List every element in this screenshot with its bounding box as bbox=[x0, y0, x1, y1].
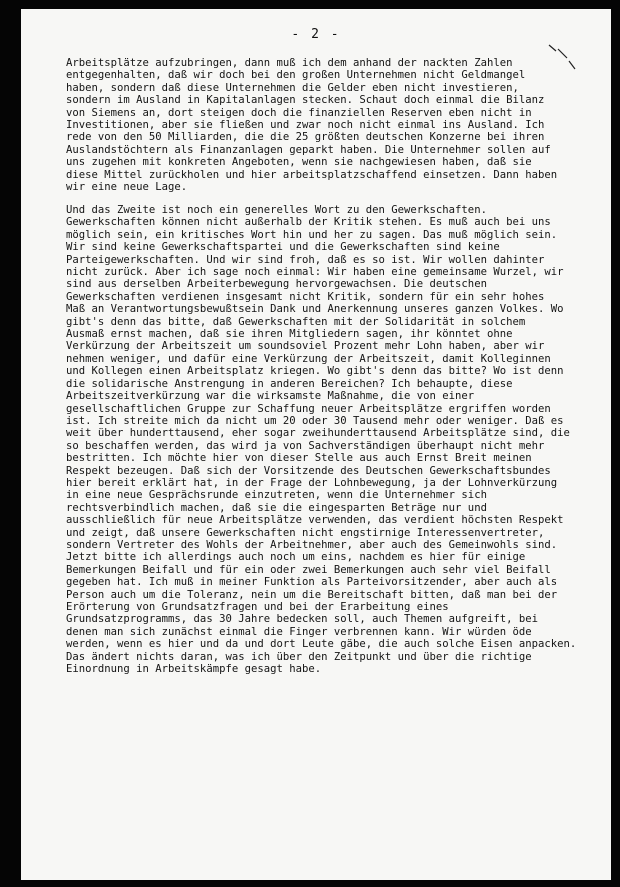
text-line: Respekt bezeugen. Daß sich der Vorsitzende des Deutschen Gewerkschaftsbundes bbox=[66, 464, 551, 477]
text-line: Person auch um die Toleranz, nein um die Bereitschaft bitten, daß man bei der bbox=[66, 588, 558, 601]
text-line: wir eine neue Lage. bbox=[66, 181, 188, 194]
text-line: von Siemens an, dort steigen doch die finanziellen Reserven eben nicht in bbox=[66, 106, 532, 119]
text-line: uns zugehen mit konkreten Angeboten, wenn sie nachgewiesen haben, daß sie bbox=[66, 156, 532, 169]
text-line: die solidarische Anstrengung in anderen Bereichen? Ich behaupte, diese bbox=[66, 377, 513, 390]
document-page bbox=[21, 9, 611, 880]
text-line: gibt's denn das bitte, daß Gewerkschaften mit der Solidarität in solchem bbox=[66, 315, 526, 328]
text-line: sondern im Ausland in Kapitalanlagen stecken. Schaut doch einmal die Bilanz bbox=[66, 94, 545, 107]
text-line: rede von den 50 Milliarden, die die 25 größten deutschen Konzerne bei ihren bbox=[66, 131, 545, 144]
text-line: Investitionen, aber sie fließen und zwar noch nicht einmal ins Ausland. Ich bbox=[66, 119, 545, 132]
text-line: Das ändert nichts daran, was ich über den Zeitpunkt und über die richtige bbox=[66, 650, 532, 663]
text-line: Und das Zweite ist noch ein generelles Wort zu den Gewerkschaften. bbox=[66, 204, 487, 216]
text-line: Arbeitsplätze aufzubringen, dann muß ich dem anhand der nackten Zahlen bbox=[66, 57, 513, 69]
page-number: - 2 - bbox=[291, 27, 341, 42]
text-line: Maß an Verantwortungsbewußtsein Dank und Anerkennung unseres ganzen Volkes. Wo bbox=[66, 303, 564, 316]
text-line: gegeben hat. Ich muß in meiner Funktion als Parteivorsitzender, aber auch als bbox=[66, 576, 558, 589]
text-line: Erörterung von Grundsatzfragen und bei der Erarbeitung eines bbox=[66, 601, 449, 613]
text-line: Gewerkschaften verdienen insgesamt nicht Kritik, sondern für ein sehr hohes bbox=[66, 290, 545, 303]
text-line: haben, sondern daß diese Unternehmen die Gelder eben nicht investieren, bbox=[66, 81, 519, 94]
text-line: Gewerkschaften können nicht außerhalb der Kritik stehen. Es muß auch bei uns bbox=[66, 216, 551, 229]
text-line: Wir sind keine Gewerkschaftspartei und die Gewerkschaften sind keine bbox=[66, 241, 500, 254]
text-line: und zeigt, daß unsere Gewerkschaften nicht engstirnige Interessenvertreter, bbox=[66, 526, 545, 539]
text-line: Auslandstöchtern als Finanzanlagen geparkt haben. Die Unternehmer sollen auf bbox=[66, 143, 551, 156]
text-line: weit über hunderttausend, eher sogar zweihunderttausend Arbeitsplätze sind, die bbox=[66, 427, 570, 440]
text-line: Einordnung in Arbeitskämpfe gesagt habe. bbox=[66, 663, 322, 676]
text-line: diese Mittel zurückholen und hier arbeitsplatzschaffend einsetzen. Dann haben bbox=[66, 168, 558, 181]
text-line: gesellschaftlichen Gruppe zur Schaffung neuer Arbeitsplätze ergriffen worden bbox=[66, 402, 551, 415]
text-line: bestritten. Ich möchte hier von dieser Stelle aus auch Ernst Breit meinen bbox=[66, 452, 532, 465]
text-line: nicht zurück. Aber ich sage noch einmal: Wir haben eine gemeinsame Wurzel, wir bbox=[66, 266, 564, 279]
body-paragraph bbox=[66, 57, 586, 193]
text-line: werden, wenn es hier und da und dort Leute gäbe, die auch solche Eisen anpacken. bbox=[66, 638, 577, 651]
text-line: in eine neue Gesprächsrunde einzutreten, wenn die Unternehmer sich bbox=[66, 489, 487, 502]
text-line: Arbeitszeitverkürzung war die wirksamste Maßnahme, die von einer bbox=[66, 390, 475, 403]
text-line: ist. Ich streite mich da nicht um 20 oder 30 Tausend mehr oder weniger. Daß es bbox=[66, 414, 564, 427]
body-paragraph bbox=[66, 204, 586, 675]
text-line: Verkürzung der Arbeitszeit um soundsoviel Prozent mehr Lohn haben, aber wir bbox=[66, 340, 545, 353]
text-line: sondern Vertreter des Wohls der Arbeitnehmer, aber auch des Gemeinwohls sind. bbox=[66, 538, 558, 551]
text-line: möglich sein, ein kritisches Wort hin und her zu sagen. Das muß möglich sein. bbox=[66, 228, 558, 241]
text-line: ausschließlich für neue Arbeitsplätze verwenden, das verdient höchsten Respekt bbox=[66, 514, 564, 527]
text-line: Jetzt bitte ich allerdings auch noch um eins, nachdem es hier für einige bbox=[66, 551, 526, 564]
text-line: Grundsatzprogramms, das 30 Jahre bedecken soll, auch Themen aufgreift, bei bbox=[66, 613, 538, 626]
text-line: Bemerkungen Beifall und für ein oder zwei Bemerkungen auch sehr viel Beifall bbox=[66, 563, 551, 576]
text-line: entgegenhalten, daß wir doch bei den großen Unternehmen nicht Geldmangel bbox=[66, 69, 526, 82]
text-line: und Kollegen einen Arbeitsplatz kriegen. Wo gibt's denn das bitte? Wo ist denn bbox=[66, 365, 564, 378]
text-line: rechtsverbindlich machen, daß sie die eingesparten Beträge nur und bbox=[66, 501, 487, 514]
text-line: nehmen weniger, und dafür eine Verkürzung der Arbeitszeit, damit Kolleginnen bbox=[66, 352, 551, 365]
text-line: Parteigewerkschaften. Und wir sind froh, daß es so ist. Wir wollen dahinter bbox=[66, 253, 545, 266]
text-line: so beschaffen werden, das wird ja von Sachverständigen überhaupt nicht mehr bbox=[66, 439, 545, 452]
text-line: sind aus derselben Arbeiterbewegung hervorgewachsen. Die deutschen bbox=[66, 278, 487, 291]
text-line: Ausmaß ernst machen, daß sie ihren Mitgliedern sagen, ihr könntet ohne bbox=[66, 328, 513, 341]
text-line: denen man sich zunächst einmal die Finger verbrennen kann. Wir würden öde bbox=[66, 625, 532, 638]
text-line: hier bereit erklärt hat, in der Frage der Lohnbewegung, ja der Lohnverkürzung bbox=[66, 476, 558, 489]
